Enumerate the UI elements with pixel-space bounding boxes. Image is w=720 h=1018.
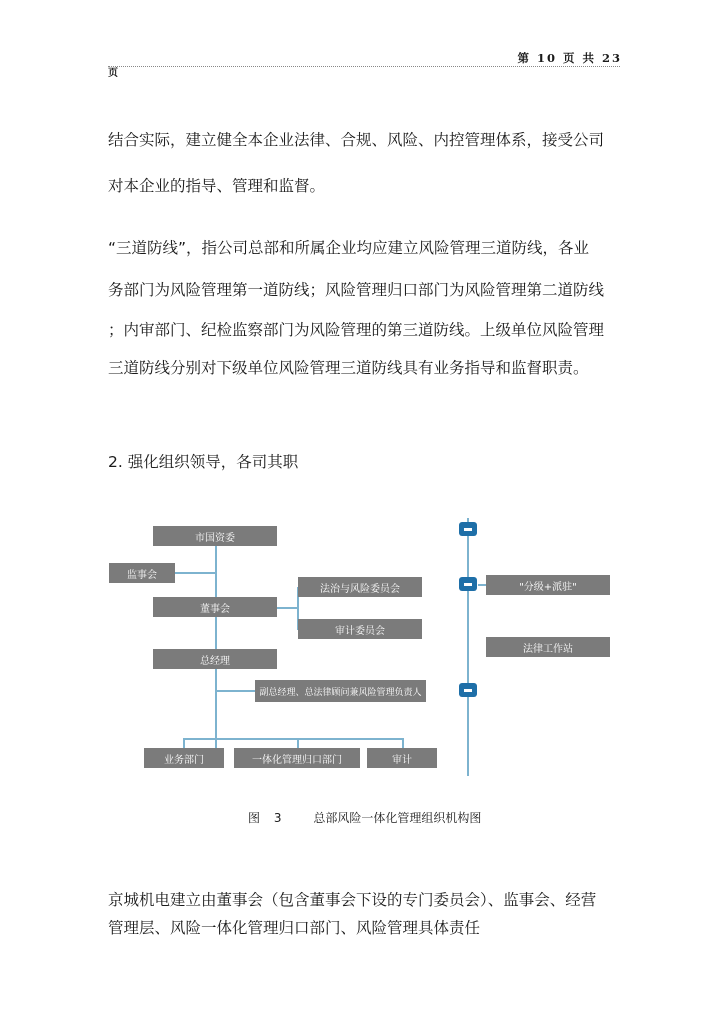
paragraph-2-line-3: ；内审部门、纪检监察部门为风险管理的第三道防线。上级单位风险管理 [108, 321, 605, 339]
connector-business [183, 738, 185, 748]
box-sasac: 市国资委 [153, 526, 277, 546]
header-rule [108, 66, 620, 67]
connector-integrated [297, 738, 299, 748]
box-integrated-management: 一体化管理归口部门 [234, 748, 360, 768]
box-legal-workstation: 法律工作站 [486, 637, 610, 657]
bottom-paragraph-line-2: 管理层、风险一体化管理归口部门、风险管理具体责任 [108, 919, 481, 937]
connector-board-right [276, 607, 298, 609]
paragraph-1-line-2: 对本企业的指导、管理和监督。 [108, 177, 326, 195]
box-legal-risk-committee: 法治与风险委员会 [298, 577, 422, 597]
page-number: 第 10 页 共 23 [517, 51, 622, 65]
paragraph-2-line-4: 三道防线分别对下级单位风险管理三道防线具有业务指导和监督职责。 [108, 359, 589, 377]
page-number-suffix: 页 [108, 68, 118, 79]
connector-supervisory [175, 572, 216, 574]
figure-caption [248, 809, 481, 826]
paragraph-2-line-2: 务部门为风险管理第一道防线；风险管理归口部门为风险管理第二道防线 [108, 281, 605, 299]
box-audit: 审计 [367, 748, 437, 768]
bottom-paragraph-line-1: 京城机电建立由董事会（包含董事会下设的专门委员会）、监事会、经营 [108, 891, 597, 909]
connector-audit [402, 738, 404, 748]
box-general-manager: 总经理 [153, 649, 277, 669]
timeline-line [467, 518, 469, 776]
box-supervisory-board: 监事会 [109, 563, 175, 583]
box-audit-committee: 审计委员会 [298, 619, 422, 639]
minus-marker-icon [459, 683, 477, 697]
section-heading: 2. 强化组织领导，各司其职 [108, 453, 299, 471]
box-business-department: 业务部门 [144, 748, 224, 768]
box-deputy-gm: 副总经理、总法律顾问兼风险管理负责人 [255, 680, 426, 702]
caption-title: 总部风险一体化管理组织机构图 [313, 811, 482, 825]
minus-marker-icon [459, 522, 477, 536]
box-board-of-directors: 董事会 [153, 597, 277, 617]
caption-label: 图 [248, 811, 261, 825]
connector-tiers [478, 584, 486, 586]
box-tiered-dispatch: "分级+派驻" [486, 575, 610, 595]
connector-deputy [215, 690, 255, 692]
caption-number: 3 [273, 811, 282, 825]
paragraph-2-line-1: “三道防线”，指公司总部和所属企业均应建立风险管理三道防线，各业 [108, 239, 590, 257]
minus-marker-icon [459, 577, 477, 591]
paragraph-1-line-1: 结合实际，建立健全本企业法律、合规、风险、内控管理体系，接受公司 [108, 131, 605, 149]
connector-bottom-horizontal [183, 738, 403, 740]
